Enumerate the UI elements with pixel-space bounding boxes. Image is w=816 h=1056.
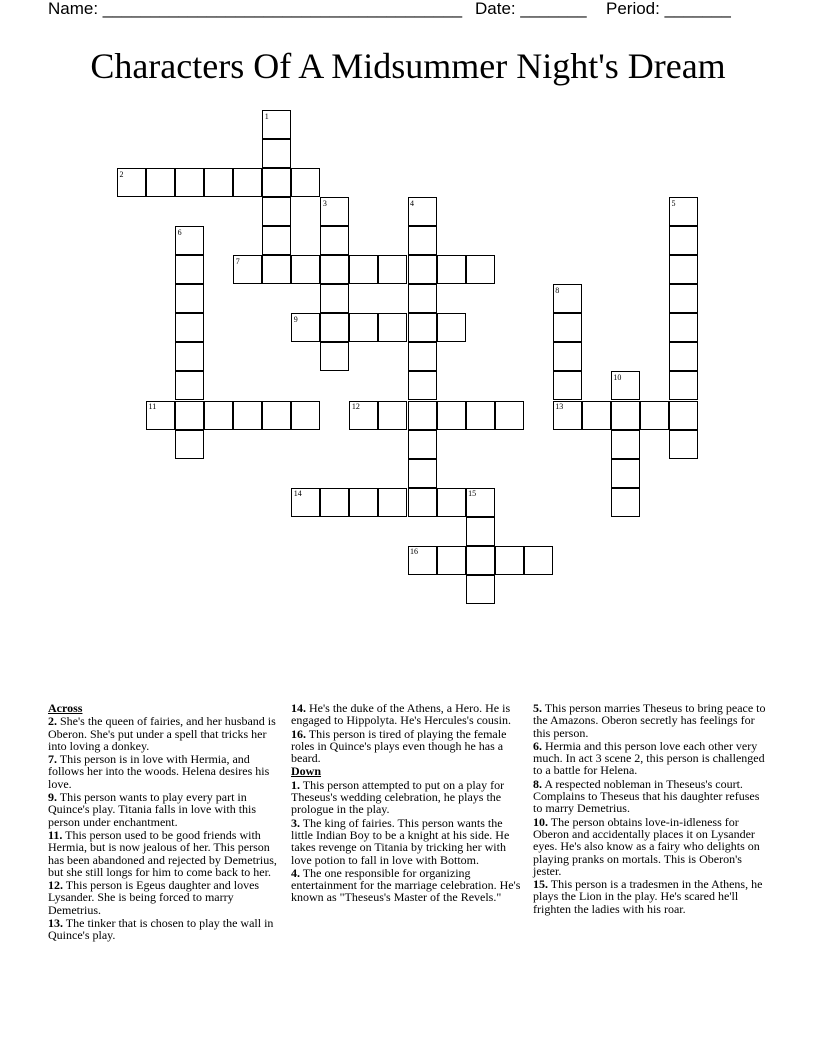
crossword-cell[interactable] — [466, 401, 495, 430]
crossword-cell[interactable] — [524, 546, 553, 575]
crossword-cell[interactable] — [408, 284, 437, 313]
crossword-cell[interactable] — [175, 313, 204, 342]
crossword-cell[interactable] — [408, 430, 437, 459]
crossword-cell[interactable] — [437, 313, 466, 342]
clue-number-label: 6 — [177, 227, 182, 237]
clue-number-label: 2 — [119, 169, 124, 179]
clue-across-11: 11. This person used to be good friends with Hermia, but is now jealous of her. This person has been abandoned and rejected by Demetrius, but she still longs for him to come back to her. — [48, 827, 277, 879]
clue-number-label: 5 — [671, 198, 676, 208]
crossword-cell[interactable] — [611, 401, 640, 430]
name-field[interactable]: Name: ______________________________________ — [48, 0, 463, 18]
down-heading: Down — [291, 764, 322, 779]
crossword-cell[interactable] — [466, 517, 495, 546]
crossword-cell[interactable] — [437, 546, 466, 575]
crossword-cell[interactable] — [669, 284, 698, 313]
crossword-cell[interactable] — [669, 313, 698, 342]
crossword-cell[interactable] — [640, 401, 669, 430]
crossword-cell[interactable] — [437, 488, 466, 517]
crossword-cell[interactable] — [408, 459, 437, 488]
crossword-cell[interactable] — [175, 342, 204, 371]
clue-number-label: 16 — [410, 547, 418, 557]
crossword-cell[interactable] — [204, 168, 233, 197]
clue-number-label: 12 — [351, 402, 360, 411]
crossword-cell[interactable] — [408, 371, 437, 400]
crossword-cell[interactable] — [175, 168, 204, 197]
crossword-cell[interactable] — [262, 139, 291, 168]
crossword-cell[interactable] — [466, 546, 495, 575]
crossword-cell[interactable] — [175, 430, 204, 459]
crossword-cell[interactable] — [437, 401, 466, 430]
crossword-cell[interactable] — [378, 401, 407, 430]
crossword-cell[interactable] — [320, 313, 349, 342]
crossword-cell[interactable] — [320, 488, 349, 517]
crossword-cell[interactable] — [553, 342, 582, 371]
crossword-cell[interactable] — [553, 313, 582, 342]
crossword-cell[interactable] — [408, 401, 437, 430]
crossword-cell[interactable] — [378, 255, 407, 284]
crossword-cell[interactable] — [466, 575, 495, 604]
crossword-cell[interactable] — [669, 226, 698, 255]
clue-number-label: 11 — [148, 402, 157, 411]
crossword-cell[interactable] — [378, 488, 407, 517]
crossword-cell[interactable] — [611, 488, 640, 517]
crossword-cell[interactable] — [175, 371, 204, 400]
clue-number-label: 15 — [468, 489, 477, 499]
crossword-cell[interactable] — [582, 401, 611, 430]
clue-down-5: 5. This person marries Theseus to bring peace to the Amazons. Oberon secretly has feelings for this person. — [533, 701, 766, 740]
crossword-cell[interactable] — [437, 255, 466, 284]
crossword-cell[interactable] — [408, 255, 437, 284]
crossword-cell[interactable] — [320, 226, 349, 255]
crossword-cell[interactable] — [669, 430, 698, 459]
crossword-cell[interactable] — [466, 255, 495, 284]
crossword-cell[interactable] — [320, 284, 349, 313]
crossword-cell[interactable] — [611, 430, 640, 459]
clue-down-10: 10. The person obtains love-in-idleness for Oberon and accidentally places it on Lysander eyes. He's also know as a fairy who delights on playing pranks on mortals. This is Oberon's jester. — [533, 814, 760, 878]
clue-number-label: 3 — [322, 198, 327, 208]
clues-column-1 — [48, 702, 280, 943]
clue-number-label: 13 — [555, 402, 564, 411]
crossword-cell[interactable] — [320, 342, 349, 371]
clue-across-12: 12. This person is Egeus daughter and loves Lysander. She is being forced to marry Demetrius. — [48, 878, 260, 917]
clue-across-2: 2. She's the queen of fairies, and her husband is Oberon. She's put under a spell that tricks her into loving a donkey. — [48, 714, 276, 753]
crossword-cell[interactable] — [611, 459, 640, 488]
crossword-cell[interactable] — [669, 342, 698, 371]
crossword-cell[interactable] — [495, 401, 524, 430]
crossword-cell[interactable] — [233, 401, 262, 430]
clue-across-9: 9. This person wants to play every part in Quince's play. Titania falls in love with this person under enchantment. — [48, 790, 257, 829]
crossword-cell[interactable] — [175, 284, 204, 313]
crossword-cell[interactable] — [320, 255, 349, 284]
across-heading: Across — [48, 701, 83, 715]
crossword-cell[interactable] — [262, 401, 291, 430]
clue-down-3: 3. The king of fairies. This person wants the little Indian Boy to be a knight at his side. He takes revenge on Titania by tricking her with love potion to fall in love with Bottom. — [291, 815, 510, 867]
clue-down-6: 6. Hermia and this person love each other very much. In act 3 scene 2, this person is challenged to a battle for Helena. — [533, 738, 765, 778]
crossword-cell[interactable] — [291, 168, 320, 197]
crossword-cell[interactable] — [669, 401, 698, 430]
clue-down-1: 1. This person attempted to put on a play for Theseus's wedding celebration, he plays the prologue in the play. — [291, 777, 505, 817]
clue-number-label: 4 — [410, 198, 414, 208]
crossword-cell[interactable] — [669, 255, 698, 284]
crossword-cell[interactable] — [262, 197, 291, 226]
crossword-cell[interactable] — [495, 546, 524, 575]
clue-across-14: 14. He's the duke of the Athens, a Hero. He is engaged to Hippolyta. He's Hercules's cousin. — [291, 701, 511, 728]
crossword-cell[interactable] — [349, 488, 378, 517]
clue-number-label: 8 — [555, 285, 560, 295]
crossword-cell[interactable] — [175, 401, 204, 430]
page-title: Characters Of A Midsummer Night's Dream — [90, 46, 726, 86]
clue-across-16: 16. This person is tired of playing the female roles in Quince's plays even though he has a beard. — [291, 726, 507, 766]
crossword-cell[interactable] — [262, 226, 291, 255]
clues-column-2 — [291, 702, 521, 905]
crossword-cell[interactable] — [291, 401, 320, 430]
clue-number-label: 9 — [293, 314, 298, 324]
crossword-cell[interactable] — [204, 401, 233, 430]
date-field[interactable]: Date: _______ — [475, 0, 587, 18]
clues-column-3 — [533, 702, 769, 916]
crossword-cell[interactable] — [146, 168, 175, 197]
crossword-cell[interactable] — [408, 226, 437, 255]
crossword-cell[interactable] — [262, 255, 291, 284]
crossword-cell[interactable] — [378, 313, 407, 342]
crossword-cell[interactable] — [175, 255, 204, 284]
crossword-cell[interactable] — [553, 371, 582, 400]
clue-number-label: 10 — [613, 372, 622, 382]
crossword-cell[interactable] — [408, 342, 437, 371]
clue-down-15: 15. This person is a tradesmen in the Athens, he plays the Lion in the play. He's scared he'll frighten the ladies with his roar. — [533, 877, 763, 916]
crossword-cell[interactable] — [408, 313, 437, 342]
crossword-cell[interactable] — [262, 168, 291, 197]
clue-across-13: 13. The tinker that is chosen to play the wall in Quince's play. — [48, 916, 274, 943]
clue-across-7: 7. This person is in love with Hermia, and follows her into the woods. Helena desires his love. — [48, 752, 270, 791]
crossword-cell[interactable] — [349, 255, 378, 284]
crossword-cell[interactable] — [349, 313, 378, 342]
clue-number-label: 14 — [293, 489, 302, 499]
crossword-cell[interactable] — [408, 488, 437, 517]
crossword-cell[interactable] — [233, 168, 262, 197]
clue-down-4: 4. The one responsible for organizing entertainment for the marriage celebration. He's known as "Theseus's Master of the Revels." — [291, 865, 521, 905]
crossword-cell[interactable] — [669, 371, 698, 400]
period-field[interactable]: Period: _______ — [606, 0, 731, 18]
clue-number-label: 1 — [264, 111, 269, 121]
clue-down-8: 8. A respected nobleman in Theseus's court. Complains to Theseus that his daughter refuses to marry Demetrius. — [533, 776, 760, 816]
crossword-cell[interactable] — [291, 255, 320, 284]
clue-number-label: 7 — [235, 256, 240, 266]
